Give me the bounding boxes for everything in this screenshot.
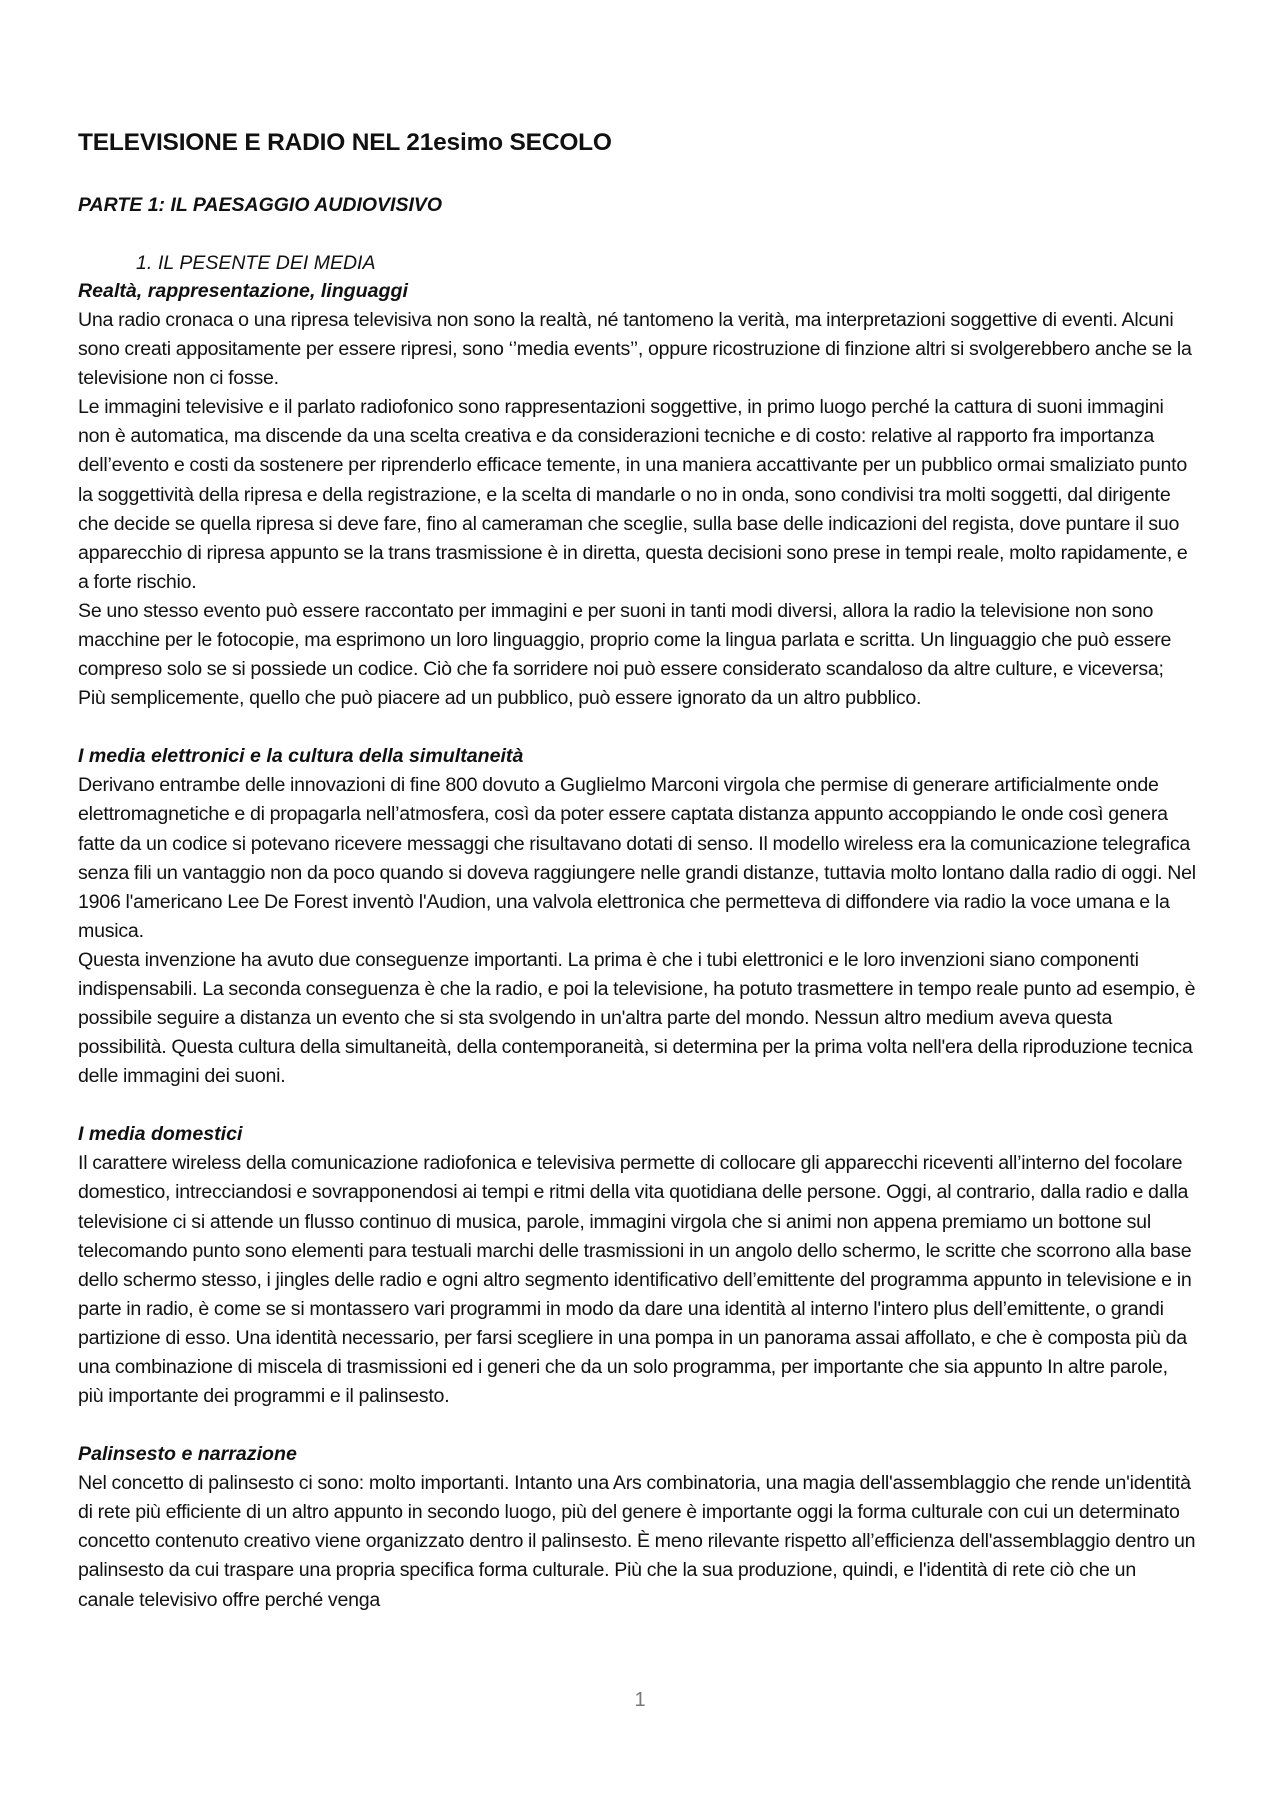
section-heading: Realtà, rappresentazione, linguaggi xyxy=(78,280,408,302)
page-number: 1 xyxy=(634,1689,646,1711)
chapter-heading xyxy=(136,250,1196,277)
paragraph: Il carattere wireless della comunicazione radiofonica e televisiva permette di collocare gli apparecchi riceventi all’interno del focolare domestico, intrecciandosi e sovrapponendosi ai tempi e ritmi della vita quotidiana delle persone. Oggi, al contrario, dalla radio e dalla televisione ci si attende un flusso continuo di musica, parole, immagini virgola che si animi non appena premiamo un bottone sul telecomando punto sono elementi para testuali marchi delle trasmissioni in un angolo dello schermo, le scritte che scorrono alla base dello schermo stesso, i jingles delle radio e ogni altro segmento identificativo dell’emittente del programma appunto in televisione e in parte in radio, è come se si montassero vari programmi in modo da dare una identità al interno l'intero plus dell’emittente, o grandi partizione di esso. Una identità necessario, per farsi scegliere in una pompa in un panorama assai affollato, e che è composta più da una combinazione di miscela di trasmissioni ed i generi che da un solo programma, per importante che sia appunto In altre parole, più importante dei programmi e il palinsesto. xyxy=(78,1152,1192,1408)
section-heading: I media elettronici e la cultura della simultaneità xyxy=(78,745,524,768)
part-title: PARTE 1: IL PAESAGGIO AUDIOVISIVO xyxy=(78,194,443,216)
paragraph: Questa invenzione ha avuto due conseguenze importanti. La prima è che i tubi elettronici e le loro invenzioni siano componenti indispensabili. La seconda conseguenza è che la radio, e poi la televisione, ha potuto trasmettere in tempo reale punto ad esempio, è possibile seguire a distanza un evento che si sta svolgendo in un'altra parte del mondo. Nessun altro medium aveva questa possibilità. Questa cultura della simultaneità, della contemporaneità, si determina per la prima volta nell'era della riproduzione tecnica delle immagini dei suoni. xyxy=(78,948,1196,1088)
paragraph: Nel concetto di palinsesto ci sono: molto importanti. Intanto una Ars combinatoria, una magia dell'assemblaggio che rende un'identità di rete più efficiente di un altro appunto in secondo luogo, più del genere è importante oggi la forma culturale con cui un determinato concetto contenuto creativo viene organizzato dentro il palinsesto. È meno rilevante rispetto all’efficienza dell'assemblaggio dentro un palinsesto da cui traspare una propria specifica forma culturale. Più che la sua produzione, quindi, e l'identità di rete ciò che un canale televisivo offre perché venga xyxy=(78,1472,1196,1611)
document-page xyxy=(78,126,1196,1615)
paragraph: Le immagini televisive e il parlato radiofonico sono rappresentazioni soggettive, in primo luogo perché la cattura di suoni immagini non è automatica, ma discende da una scelta creativa e da considerazioni tecniche e di costo: relative al rapporto fra importanza dell’evento e costi da sostenere per riprenderlo efficace temente, in una maniera accattivante per un pubblico ormai smaliziato punto la soggettività della ripresa e della registrazione, e la scelta di mandarle o no in onda, sono condivisi tra molti soggetti, dal dirigente che decide se quella ripresa si deve fare, fino al cameraman che sceglie, sulla base delle indicazioni del regista, dove puntare il suo apparecchio di ripresa appunto se la trans trasmissione è in diretta, questa decisioni sono prese in tempi reale, molto rapidamente, e a forte rischio. xyxy=(78,396,1188,593)
chapter-title: IL PESENTE DEI MEDIA xyxy=(158,252,376,274)
section-heading: Palinsesto e narrazione xyxy=(78,1443,297,1466)
chapter-number: 1. xyxy=(136,252,153,274)
paragraph: Una radio cronaca o una ripresa televisiva non sono la realtà, né tantomeno la verità, ma interpretazioni soggettive di eventi. Alcuni sono creati appositamente per essere ripresi, sono ‘’media events’’, oppure ricostruzione di finzione altri si svolgerebbero anche se la televisione non ci fosse. xyxy=(78,309,1192,390)
paragraph: Derivano entrambe delle innovazioni di fine 800 dovuto a Guglielmo Marconi virgola che permise di generare artificialmente onde elettromagnetiche e di propagarla nell’atmosfera, così da poter essere captata distanza appunto accoppiando le onde così genera fatte da un codice si potevano ricevere messaggi che risultavano dotati di senso. Il modello wireless era la comunicazione telegrafica senza fili un vantaggio non da poco quando si doveva raggiungere nelle grandi distanze, tuttavia molto lontano dalla radio di oggi. Nel 1906 l'americano Lee De Forest inventò l'Audion, una valvola elettronica che permetteva di diffondere via radio la voce umana e la musica. xyxy=(78,774,1196,942)
paragraph: Se uno stesso evento può essere raccontato per immagini e per suoni in tanti modi diversi, allora la radio la televisione non sono macchine per le fotocopie, ma esprimono un loro linguaggio, proprio come la lingua parlata e scritta. Un linguaggio che può essere compreso solo se si possiede un codice. Ciò che fa sorridere noi può essere considerato scandaloso da altre culture, e viceversa; Più semplicemente, quello che può piacere ad un pubblico, può essere ignorato da un altro pubblico. xyxy=(78,599,1172,710)
section-realta xyxy=(78,277,1196,713)
section-palinsesto xyxy=(78,1440,1196,1614)
document-title: TELEVISIONE E RADIO NEL 21esimo SECOLO xyxy=(78,129,612,156)
section-media-elettronici xyxy=(78,742,1196,1091)
section-heading: I media domestici xyxy=(78,1123,243,1146)
section-media-domestici xyxy=(78,1120,1196,1411)
